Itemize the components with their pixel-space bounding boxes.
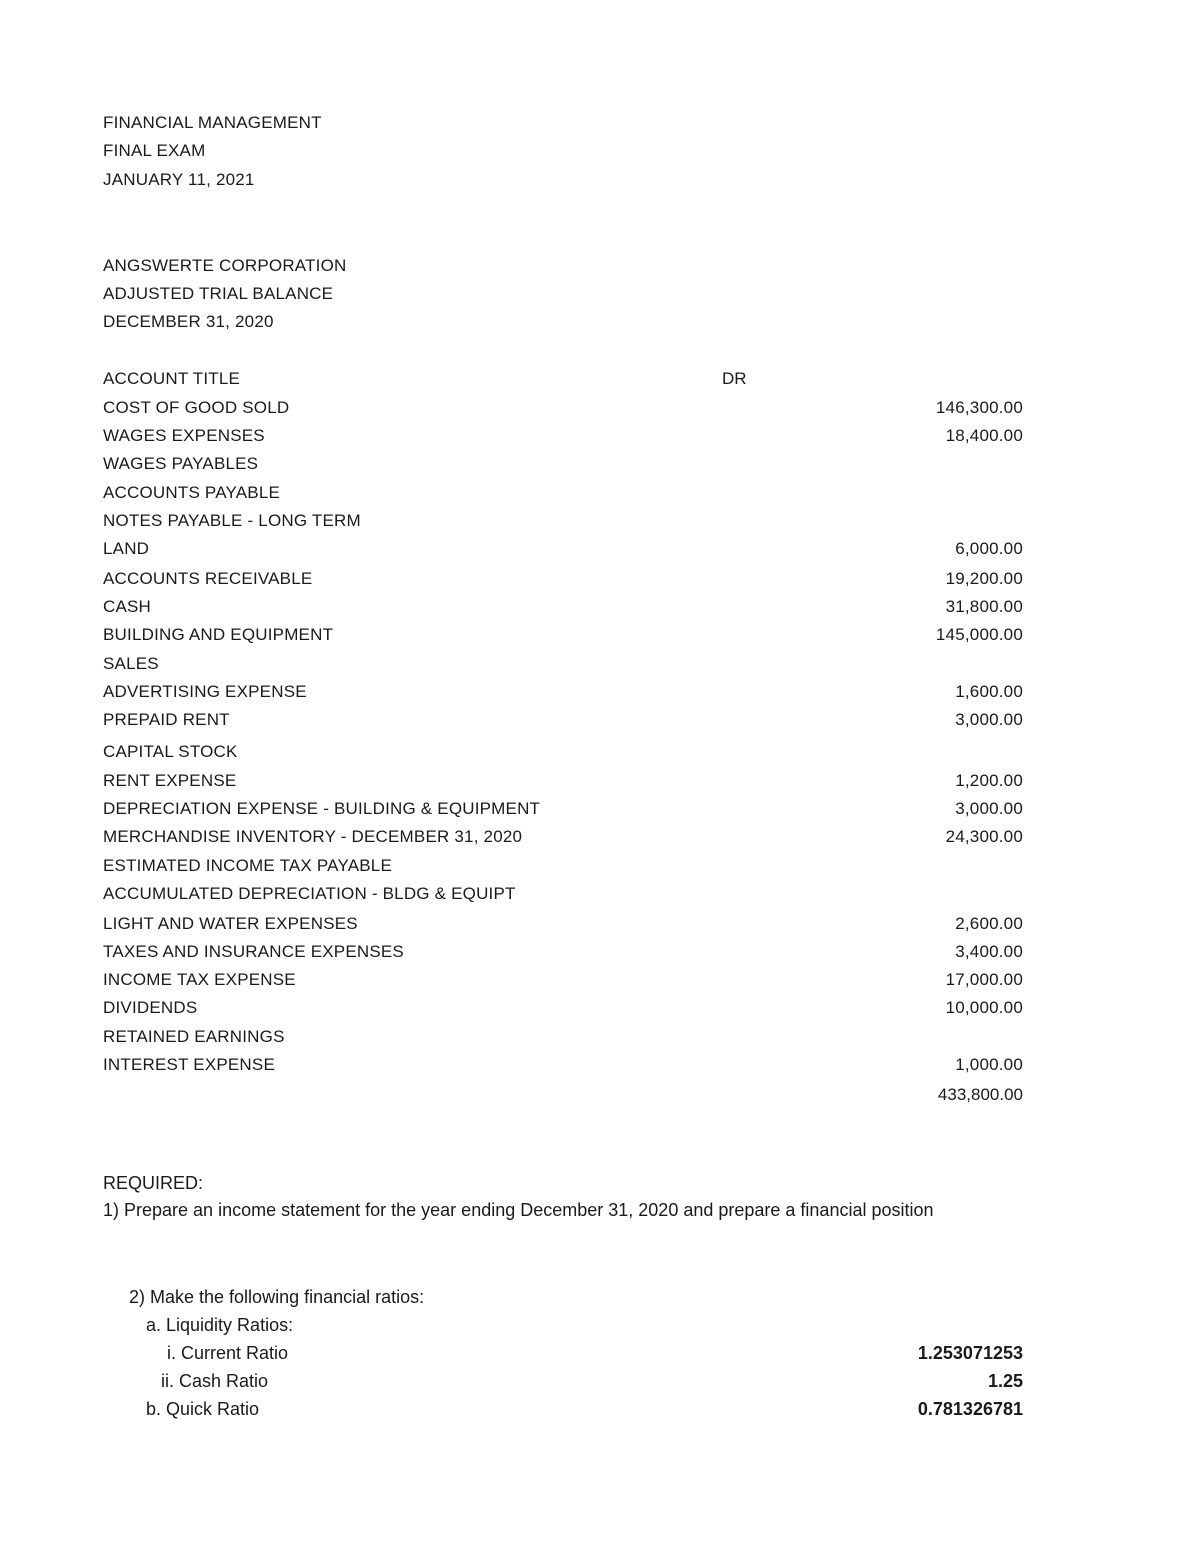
table-row [103, 1027, 1023, 1051]
ratio-row [0, 1314, 1023, 1338]
table-row [103, 942, 1023, 966]
account-title: MERCHANDISE INVENTORY - DECEMBER 31, 2020 [103, 827, 523, 846]
table-row [103, 771, 1023, 795]
account-title: INTEREST EXPENSE [103, 1055, 275, 1074]
table-row [103, 742, 1023, 766]
table-row [103, 569, 1023, 593]
account-title: SALES [103, 654, 159, 673]
account-title: ACCOUNTS RECEIVABLE [103, 569, 313, 588]
table-row [103, 454, 1023, 478]
account-title: LAND [103, 539, 150, 558]
account-title: CAPITAL STOCK [103, 742, 238, 761]
debit-amount: 24,300.00 [945, 827, 1023, 846]
table-row [103, 998, 1023, 1022]
table-row [103, 511, 1023, 535]
ratio-row [0, 1398, 1023, 1422]
account-title: ADVERTISING EXPENSE [103, 682, 307, 701]
debit-amount: 18,400.00 [945, 426, 1023, 445]
required-item-1: 1) Prepare an income statement for the year ending December 31, 2020 and prepare a financial position [103, 1200, 934, 1220]
table-row [103, 856, 1023, 880]
table-row [103, 710, 1023, 734]
table-row [103, 1055, 1023, 1079]
table-row [103, 625, 1023, 649]
debit-amount: 2,600.00 [955, 914, 1023, 933]
column-header-dr: DR [722, 369, 747, 388]
debit-amount: 3,000.00 [955, 710, 1023, 729]
account-title: BUILDING AND EQUIPMENT [103, 625, 334, 644]
required-heading: REQUIRED: [103, 1173, 204, 1193]
table-row [103, 654, 1023, 678]
column-header-account: ACCOUNT TITLE [103, 369, 241, 388]
table-row [103, 426, 1023, 450]
account-title: PREPAID RENT [103, 710, 230, 729]
company-name: ANGSWERTE CORPORATION [103, 256, 347, 275]
debit-amount: 17,000.00 [945, 970, 1023, 989]
statement-title: ADJUSTED TRIAL BALANCE [103, 284, 334, 303]
table-row [103, 483, 1023, 507]
ratio-label: b. Quick Ratio [146, 1399, 260, 1419]
table-row [103, 539, 1023, 563]
table-row [103, 398, 1023, 422]
account-title: LIGHT AND WATER EXPENSES [103, 914, 358, 933]
course-title: FINANCIAL MANAGEMENT [103, 113, 322, 132]
table-row [103, 597, 1023, 621]
ratio-label: i. Current Ratio [167, 1343, 289, 1363]
table-row [103, 799, 1023, 823]
debit-amount: 1,000.00 [955, 1055, 1023, 1074]
debit-amount: 31,800.00 [945, 597, 1023, 616]
debit-amount: 145,000.00 [935, 625, 1023, 644]
trial-balance-total: 433,800.00 [937, 1085, 1023, 1104]
table-row [103, 682, 1023, 706]
account-title: ESTIMATED INCOME TAX PAYABLE [103, 856, 392, 875]
table-row [103, 884, 1023, 908]
account-title: INCOME TAX EXPENSE [103, 970, 296, 989]
debit-amount: 1,200.00 [955, 771, 1023, 790]
ratio-value: 1.25 [987, 1371, 1023, 1391]
account-title: RETAINED EARNINGS [103, 1027, 285, 1046]
account-title: RENT EXPENSE [103, 771, 237, 790]
account-title: CASH [103, 597, 152, 616]
account-title: ACCOUNTS PAYABLE [103, 483, 281, 502]
required-item-2: 2) Make the following financial ratios: [129, 1287, 425, 1307]
account-title: NOTES PAYABLE - LONG TERM [103, 511, 361, 530]
debit-amount: 3,000.00 [955, 799, 1023, 818]
debit-amount: 19,200.00 [945, 569, 1023, 588]
debit-amount: 1,600.00 [955, 682, 1023, 701]
account-title: ACCUMULATED DEPRECIATION - BLDG & EQUIPT [103, 884, 516, 903]
account-title: DIVIDENDS [103, 998, 198, 1017]
debit-amount: 3,400.00 [955, 942, 1023, 961]
account-title: WAGES EXPENSES [103, 426, 265, 445]
table-row [103, 970, 1023, 994]
account-title: WAGES PAYABLES [103, 454, 259, 473]
ratio-value: 0.781326781 [917, 1399, 1023, 1419]
debit-amount: 10,000.00 [945, 998, 1023, 1017]
account-title: COST OF GOOD SOLD [103, 398, 290, 417]
debit-amount: 146,300.00 [935, 398, 1023, 417]
ratio-row [0, 1370, 1023, 1394]
ratio-row [0, 1342, 1023, 1366]
table-row [103, 827, 1023, 851]
exam-date: JANUARY 11, 2021 [103, 170, 255, 189]
ratio-value: 1.253071253 [917, 1343, 1023, 1363]
statement-date: DECEMBER 31, 2020 [103, 312, 274, 331]
exam-title: FINAL EXAM [103, 141, 206, 160]
table-row [103, 914, 1023, 938]
account-title: TAXES AND INSURANCE EXPENSES [103, 942, 404, 961]
ratio-label: a. Liquidity Ratios: [146, 1315, 294, 1335]
ratio-label: ii. Cash Ratio [161, 1371, 269, 1391]
debit-amount: 6,000.00 [955, 539, 1023, 558]
account-title: DEPRECIATION EXPENSE - BUILDING & EQUIPMENT [103, 799, 541, 818]
